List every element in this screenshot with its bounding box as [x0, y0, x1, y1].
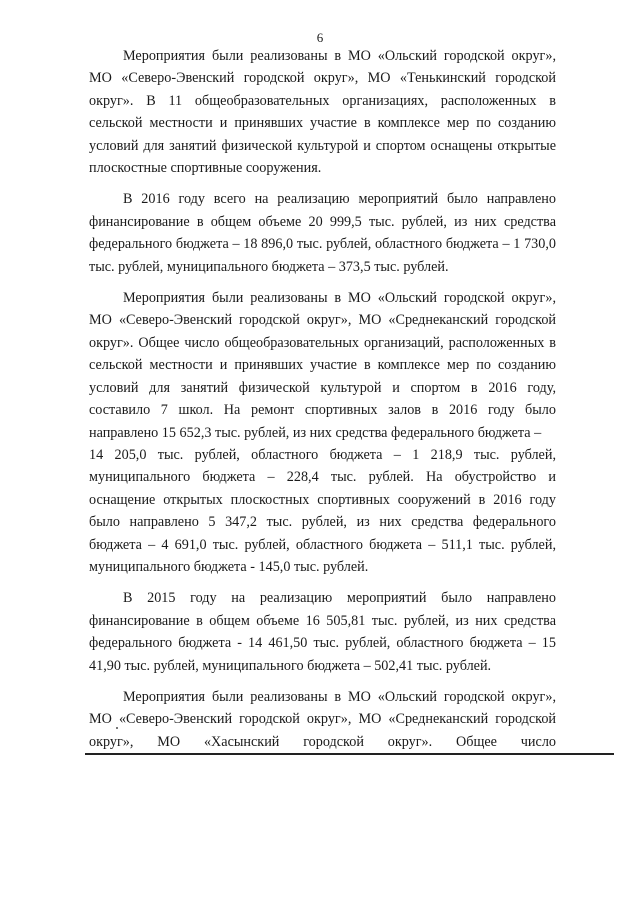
paragraph: Мероприятия были реализованы в МО «Ольский городской округ», МО «Северо-Эвенский городской округ», МО «Среднеканский городской округ». Общее число общеобразовательных организаций, расположенных в сельской местности и принявших участие в комплексе мер по созданию условий для занятий физической культурой и спортом в 2016 году, составило 7 школ. На ремонт спортивных залов в 2016 году было направлено 15 652,3 тыс. рублей, из них средства федерального бюджета – — [89, 290, 556, 441]
document-body — [89, 45, 556, 762]
page-bottom-rule — [85, 753, 614, 755]
paragraph: В 2015 году на реализацию мероприятий было направлено финансирование в общем объеме 16 505,81 тыс. рублей, из них средства федерального бюджета - 14 461,50 тыс. рублей, областного бюджета – 15 41,90 тыс. рублей, муниципального бюджета – 502,41 тыс. рублей. — [89, 590, 556, 674]
scan-speck — [116, 727, 118, 729]
page-number: 6 — [316, 30, 324, 45]
paragraph: Мероприятия были реализованы в МО «Ольский городской округ», МО «Северо-Эвенский городской округ», МО «Тенькинский городской округ». В 11 общеобразовательных организациях, расположенных в сельской местности и принявших участие в комплексе мер по созданию условий для занятий физической культурой и спортом оснащены открытые плоскостные спортивные сооружения. — [89, 48, 556, 177]
paragraph-continuation: 14 205,0 тыс. рублей, областного бюджета – 1 218,9 тыс. рублей, муниципального бюджета – 228,4 тыс. рублей. На обустройство и оснащение открытых плоскостных спортивных сооружений в 2016 году было направлено 5 347,2 тыс. рублей, из них средства федерального бюджета – 4 691,0 тыс. рублей, областного бюджета – 511,1 тыс. рублей, муниципального бюджета - 145,0 тыс. рублей. — [89, 446, 556, 575]
paragraph: Мероприятия были реализованы в МО «Ольский городской округ», МО «Северо-Эвенский городской округ», МО «Среднеканский городской округ», МО «Хасынский городской округ». Общее число — [89, 688, 556, 750]
paragraph: В 2016 году всего на реализацию мероприятий было направлено финансирование в общем объеме 20 999,5 тыс. рублей, из них средства федерального бюджета – 18 896,0 тыс. рублей, областного бюджета – 1 730,0 тыс. рублей, муниципального бюджета – 373,5 тыс. рублей. — [89, 191, 556, 275]
